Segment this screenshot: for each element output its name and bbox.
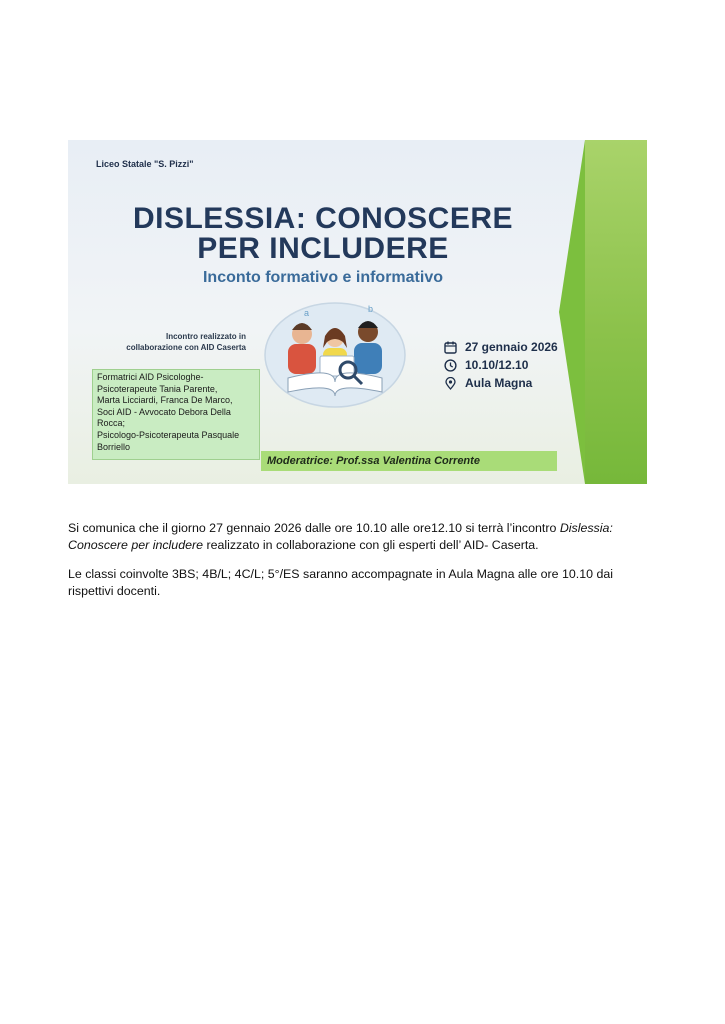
location-pin-icon <box>444 377 457 390</box>
moderator-bar: Moderatrice: Prof.ssa Valentina Corrente <box>261 451 557 471</box>
date-row <box>444 338 558 356</box>
calendar-icon <box>444 341 457 354</box>
place-row <box>444 374 558 392</box>
event-banner-image <box>68 140 647 484</box>
classes-paragraph: Le classi coinvolte 3BS; 4B/L; 4C/L; 5°/ES saranno accompagnate in Aula Magna alle ore 10.10 dai rispettivi docenti. <box>68 567 613 598</box>
trainers-line: Psicologo-Psicoterapeuta Pasquale <box>97 429 240 440</box>
event-place: Aula Magna <box>465 376 533 390</box>
trainers-line: Soci AID - Avvocato Debora Della <box>97 406 231 417</box>
trainers-line: Rocca; <box>97 418 126 429</box>
collab-line-2: collaborazione con AID Caserta <box>126 343 246 352</box>
event-date: 27 gennaio 2026 <box>465 340 558 354</box>
svg-text:a: a <box>304 308 310 318</box>
banner-title-line1: DISLESSIA: CONOSCERE <box>132 202 514 235</box>
collab-line-1: Incontro realizzato in <box>165 332 246 341</box>
banner-title-line2: PER INCLUDERE <box>197 232 449 265</box>
svg-text:b: b <box>368 304 374 314</box>
time-row <box>444 356 558 374</box>
clock-icon <box>444 359 457 372</box>
announcement-paragraph <box>68 520 648 554</box>
trainers-line: Formatrici AID Psicologhe- <box>97 372 204 382</box>
event-time: 10.10/12.10 <box>465 358 529 372</box>
reading-people-illustration <box>260 300 410 410</box>
banner-green-triangle <box>559 140 585 484</box>
banner-subtitle: Inconto formativo e informativo <box>202 269 443 286</box>
event-details <box>444 338 558 392</box>
collaboration-note <box>98 331 246 353</box>
banner-green-band <box>585 140 647 484</box>
announcement-text-start: Si comunica che il giorno 27 gennaio 2026 dalle ore 10.10 alle ore12.10 si terrà l’incontro <box>68 521 560 535</box>
trainers-line: Marta Licciardi, Franca De Marco, <box>97 395 233 406</box>
trainers-line: Psicoterapeute Tania Parente, <box>97 383 218 394</box>
event-title-italic: Dislessia: Conoscere per includere <box>68 521 613 552</box>
announcement-text-end: realizzato in collaborazione con gli esperti dell’ AID- Caserta. <box>203 538 539 552</box>
trainers-line: Borriello <box>97 441 131 452</box>
trainers-box <box>92 369 260 460</box>
school-name: Liceo Statale "S. Pizzi" <box>96 159 194 169</box>
